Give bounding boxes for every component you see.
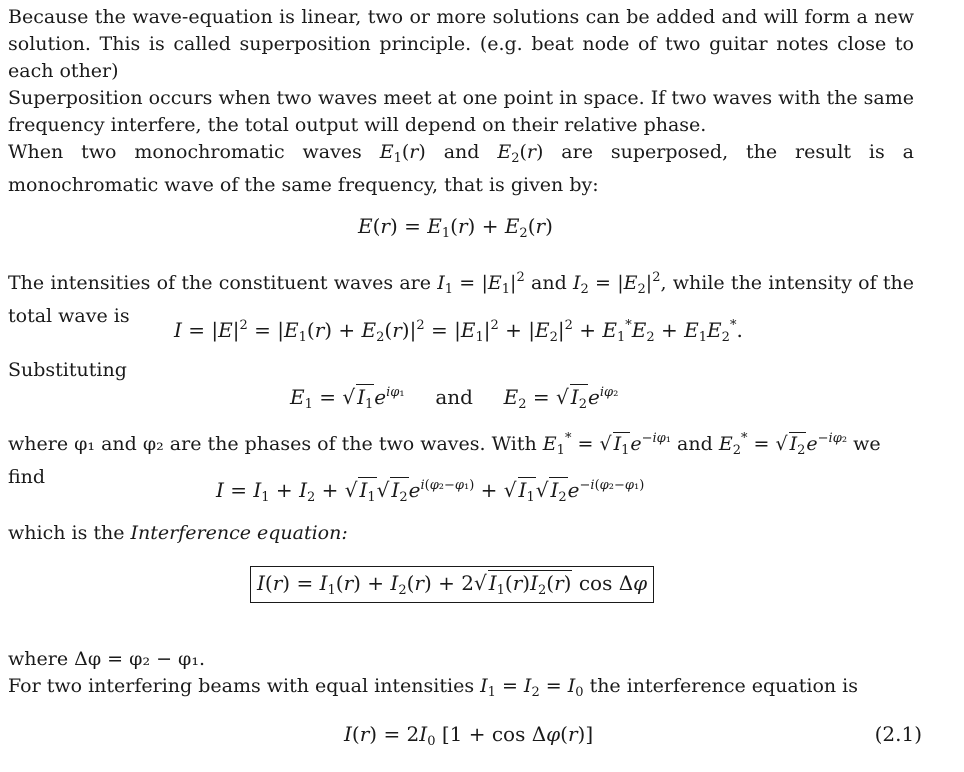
math-i1: $I_1 = |E_1|^2$ xyxy=(437,270,525,297)
text-p7a: which is the xyxy=(8,522,125,544)
paragraph-substituting: Substituting xyxy=(8,359,127,381)
text-p6a: where φ₁ and φ₂ are the phases of the two waves. With xyxy=(8,433,537,455)
text-p3b: and xyxy=(443,141,480,163)
math-e2r: $E_2(r)$ xyxy=(497,141,544,166)
text-eq3-and: and xyxy=(435,385,473,409)
paragraph-superposition-intro: Because the wave-equation is linear, two or more solutions can be added and will form a new solution. This is called superposition principle. (e.g. beat node of two guitar notes close to each other) xyxy=(8,6,914,82)
text-p4a: The intensities of the constituent waves are xyxy=(8,272,431,294)
equation-intensity-expansion: $I = I_1 + I_2$ + √ $I_1√$ $I_2e^{i(\varphi_2-\varphi_1)}$ + √ $I_1√$ $I_2e^{-i(\varphi_2-\varphi_1)}$ xyxy=(216,478,645,505)
math-i2: $I_2 = |E_2|^2$ xyxy=(573,270,661,297)
equation-equal-beams: $I(r) = 2I_0$ [1 + cos Δφ(r)] xyxy=(344,722,594,749)
text-p4b: and xyxy=(531,272,567,294)
text-p6b: and xyxy=(677,433,713,455)
text-p9a: For two interfering beams with equal intensities xyxy=(8,675,475,697)
math-equal-intensity: $I_1 = I_2 = I_0$ xyxy=(480,675,584,700)
paragraph-interference-equation xyxy=(8,520,348,547)
text-p9b: the interference equation is xyxy=(589,675,858,697)
paragraph-monochromatic xyxy=(8,139,914,199)
paragraph-equal-intensities xyxy=(8,673,914,706)
text-p7b: Interference equation: xyxy=(130,522,348,544)
math-e2-conj: $E_2^*$ = √ $I_2e^{-i\varphi_2}$ xyxy=(718,431,848,458)
paragraph-superposition-phase: Superposition occurs when two waves meet at one point in space. If two waves with the same frequency interfere, the total output will depend on their relative phase. xyxy=(8,87,914,136)
text-p4c: , while the intensity of the total wave is xyxy=(8,272,915,327)
text-p3a: When two monochromatic waves xyxy=(8,141,362,163)
math-e1r: $E_1(r)$ xyxy=(379,141,426,166)
equation-interference-boxed: $I(r) = I_1(r) + I_2(r) + 2√$ $I_1(r)I_2(r)$ cos Δφ xyxy=(250,566,654,603)
equation-number: (2.1) xyxy=(874,722,922,746)
math-e1-conj: $E_1^*$ = √ $I_1e^{-i\varphi_1}$ xyxy=(542,431,671,458)
equation-field-substitution: $E_1$ = √ $I_1e^{i\varphi_1}$ and $E_2$ = √ $I_2e^{i\varphi_2}$ xyxy=(290,385,619,412)
paragraph-delta-phi: where Δφ = φ₂ − φ₁. xyxy=(8,648,206,670)
text-p3c: are superposed, the result is a monochromatic wave of the same frequency, that is given by: xyxy=(8,141,914,196)
equation-total-intensity: $I = |E|^2 = |E_1(r) + E_2(r)|^2 = |E_1|^2 + |E_2|^2 + E_1^*E_2 + E_1E_2^*$. xyxy=(174,318,743,345)
text-p6c: we find xyxy=(8,433,881,488)
equation-sum-fields: $E(r) = E_1(r) + E_2(r)$ xyxy=(358,214,553,241)
